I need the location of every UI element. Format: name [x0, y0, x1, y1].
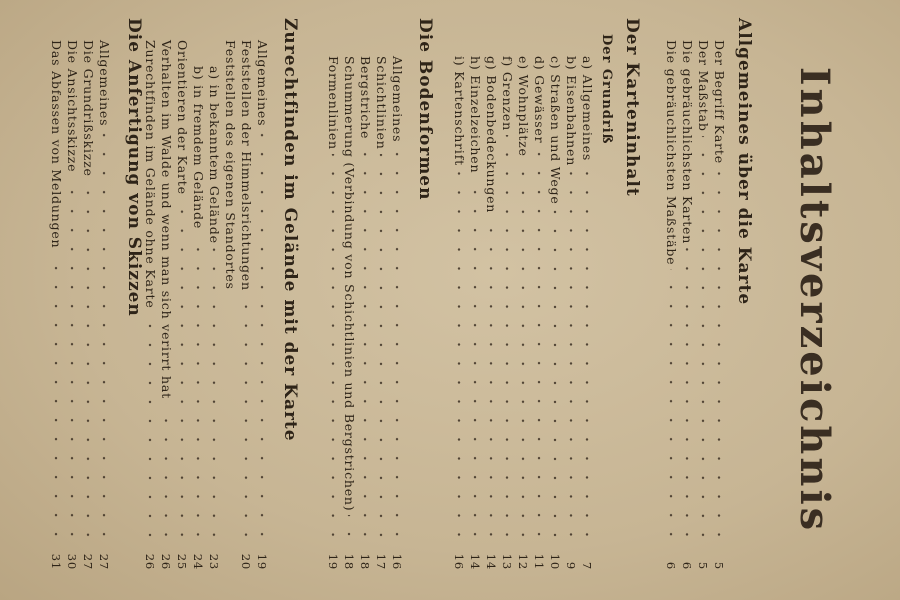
list-item: Allgemeines 27: [97, 40, 112, 570]
list-item: Die gebräuchlichsten Karten 6: [680, 40, 695, 570]
list-item: b) Eisenbahnen 9: [564, 56, 579, 570]
list-item: Schummerung (Verbindung von Schichtlinien und Bergstrichen) 18: [342, 56, 357, 570]
list-item: b) in fremdem Gelände 24: [191, 66, 206, 570]
section-heading-general: Allgemeines über die Karte: [734, 18, 754, 306]
list-item: Orientieren der Karte 25: [175, 40, 190, 570]
section-heading-terrain-forms: Die Bodenformen: [415, 18, 435, 201]
list-item: Das Abfassen von Meldungen 31: [49, 40, 64, 570]
list-item: e) Wohnplätze 12: [516, 56, 531, 570]
list-item: Feststellen der Himmelsrichtungen 20: [239, 40, 254, 570]
list-item: c) Straßen und Wege 10: [548, 56, 563, 570]
list-item: i) Kartenschrift 16: [452, 56, 467, 570]
section-heading-sketches: Die Anfertigung von Skizzen: [124, 18, 144, 317]
list-item: Der Maßstab 5: [696, 40, 711, 570]
section-heading-orientation: Zurechtfinden im Gelände mit der Karte: [280, 18, 300, 442]
list-item: Zurechtfinden im Gelände ohne Karte 26: [143, 40, 158, 570]
list-item: Formenlinien 19: [326, 56, 341, 570]
list-item: Schichtlinien 17: [374, 56, 389, 570]
list-item: Verhalten im Walde und wenn man sich verirrt hat 26: [159, 40, 174, 570]
subsection-heading: Der Grundriß: [599, 34, 614, 145]
list-item: Allgemeines 16: [390, 56, 405, 570]
list-item: Feststellen des eigenen Standortes: [223, 40, 238, 290]
list-item: Allgemeines 19: [255, 40, 270, 570]
section-heading-map-content: Der Karteninhalt: [622, 18, 642, 197]
list-item: Die gebräuchlichsten Maßstäbe 6: [664, 40, 679, 570]
list-item: Die Grundrißskizze 27: [81, 40, 96, 570]
list-item: f) Grenzen 13: [500, 56, 515, 570]
list-item: Bergstriche 18: [358, 56, 373, 570]
page-title: Inhaltsverzeichnis: [791, 66, 838, 534]
list-item: h) Einzelzeichen 14: [468, 56, 483, 570]
list-item: Der Begriff Karte 5: [712, 40, 727, 570]
list-item: a) Allgemeines 7: [580, 56, 595, 570]
list-item: g) Bodenbedeckungen 14: [484, 56, 499, 570]
list-item: d) Gewässer 11: [532, 56, 547, 570]
list-item: a) in bekanntem Gelände 23: [207, 66, 222, 570]
list-item: Die Ansichtsskizze 30: [65, 40, 80, 570]
